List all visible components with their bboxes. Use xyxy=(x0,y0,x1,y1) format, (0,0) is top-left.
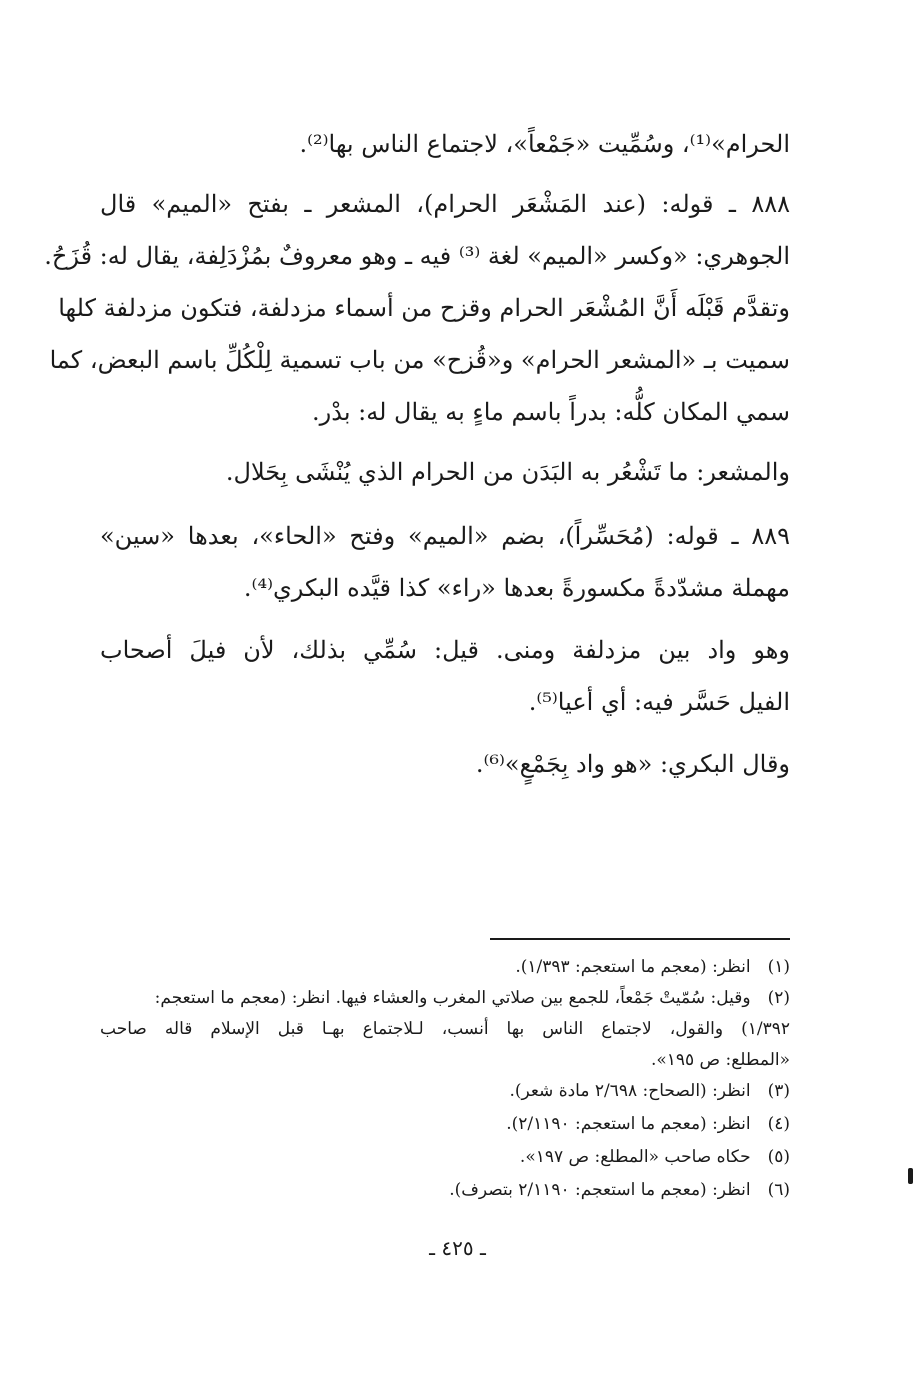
body-line-7: والمشعر: ما تَشْعُر به البَدَن من الحرام الذي يُنْشَى بِحَلال. xyxy=(225,458,790,486)
footnote-number: (١) xyxy=(767,957,790,977)
footnote-2-line-3: «المطلع: ص ١٩٥». xyxy=(650,1050,790,1070)
footnote-2 xyxy=(100,985,790,1011)
body-line-10: وهو واد بين مزدلفة ومنى. قيل: سُمِّي بذلك، لأن فيلَ أصحاب xyxy=(100,636,791,664)
footnote-number: (٦) xyxy=(767,1180,790,1200)
body-line-6: سمي المكان كلُّه: بدراً باسم ماءٍ به يقال له: بدْر. xyxy=(312,398,790,426)
footnote-text: انظر: (الصحاح: ٢/٦٩٨ مادة شعر). xyxy=(509,1081,751,1101)
footnote-6 xyxy=(100,1177,790,1203)
body-line-8: ٨٨٩ ـ قوله: (مُحَسِّراً)، بضم «الميم» وفتح «الحاء»، بعدها «سين» xyxy=(100,522,790,550)
footnote-separator xyxy=(490,938,790,940)
body-line-12: وقال البكري: «هو واد بِجَمْعٍ»⁽⁶⁾. xyxy=(475,750,790,778)
footnote-text: وقيل: سُمّيتْ جَمْعاً، للجمع بين صلاتي المغرب والعشاء فيها. انظر: (معجم ما استعجم: xyxy=(154,988,751,1008)
margin-mark xyxy=(908,1168,913,1184)
footnote-text: انظر: (معجم ما استعجم: ٢/١١٩٠). xyxy=(506,1114,751,1134)
footnote-2-line-2: ١/٣٩٢) والقول، لاجتماع الناس بها أنسب، لـلاجتماع بهـا قبل الإسلام قاله صاحب xyxy=(100,1019,790,1039)
footnote-text: انظر: (معجم ما استعجم: ٢/١١٩٠ بتصرف). xyxy=(449,1180,751,1200)
footnote-4 xyxy=(100,1111,790,1137)
footnote-number: (٢) xyxy=(767,988,790,1008)
footnote-1 xyxy=(100,954,790,980)
body-line-3: الجوهري: «وكسر «الميم» لغة ⁽³⁾ فيه ـ وهو معروفٌ بمُزْدَلِفة، يقال له: قُزَحُ. xyxy=(44,242,790,270)
body-line-2: ٨٨٨ ـ قوله: (عند المَشْعَر الحرام)، المشعر ـ بفتح «الميم» قال xyxy=(100,190,790,218)
footnote-number: (٤) xyxy=(767,1114,790,1134)
footnote-number: (٣) xyxy=(767,1081,790,1101)
footnote-number: (٥) xyxy=(767,1147,790,1167)
body-line-4: وتقدَّم قَبْلَه أَنَّ المُشْعَر الحرام وقزح من أسماء مزدلفة، فتكون مزدلفة كلها xyxy=(58,294,790,322)
footnote-text: انظر: (معجم ما استعجم: ١/٣٩٣). xyxy=(515,957,751,977)
body-line-5: سميت بـ «المشعر الحرام» و«قُزح» من باب تسمية لِلْكُلِّ باسم البعض، كما xyxy=(49,346,790,374)
body-line-11: الفيل حَسَّر فيه: أي أعيا⁽⁵⁾. xyxy=(528,688,790,716)
body-line-9: مهملة مشدّدةً مكسورةً بعدها «راء» كذا قيَّده البكري⁽⁴⁾. xyxy=(243,574,790,602)
footnote-5 xyxy=(100,1144,790,1170)
page-number: ـ ٤٢٥ ـ xyxy=(429,1236,486,1260)
body-line-1: الحرام»⁽¹⁾، وسُمِّيت «جَمْعاً»، لاجتماع الناس بها⁽²⁾. xyxy=(299,130,790,158)
footnote-text: حكاه صاحب «المطلع: ص ١٩٧». xyxy=(519,1147,751,1167)
footnote-3 xyxy=(100,1078,790,1104)
